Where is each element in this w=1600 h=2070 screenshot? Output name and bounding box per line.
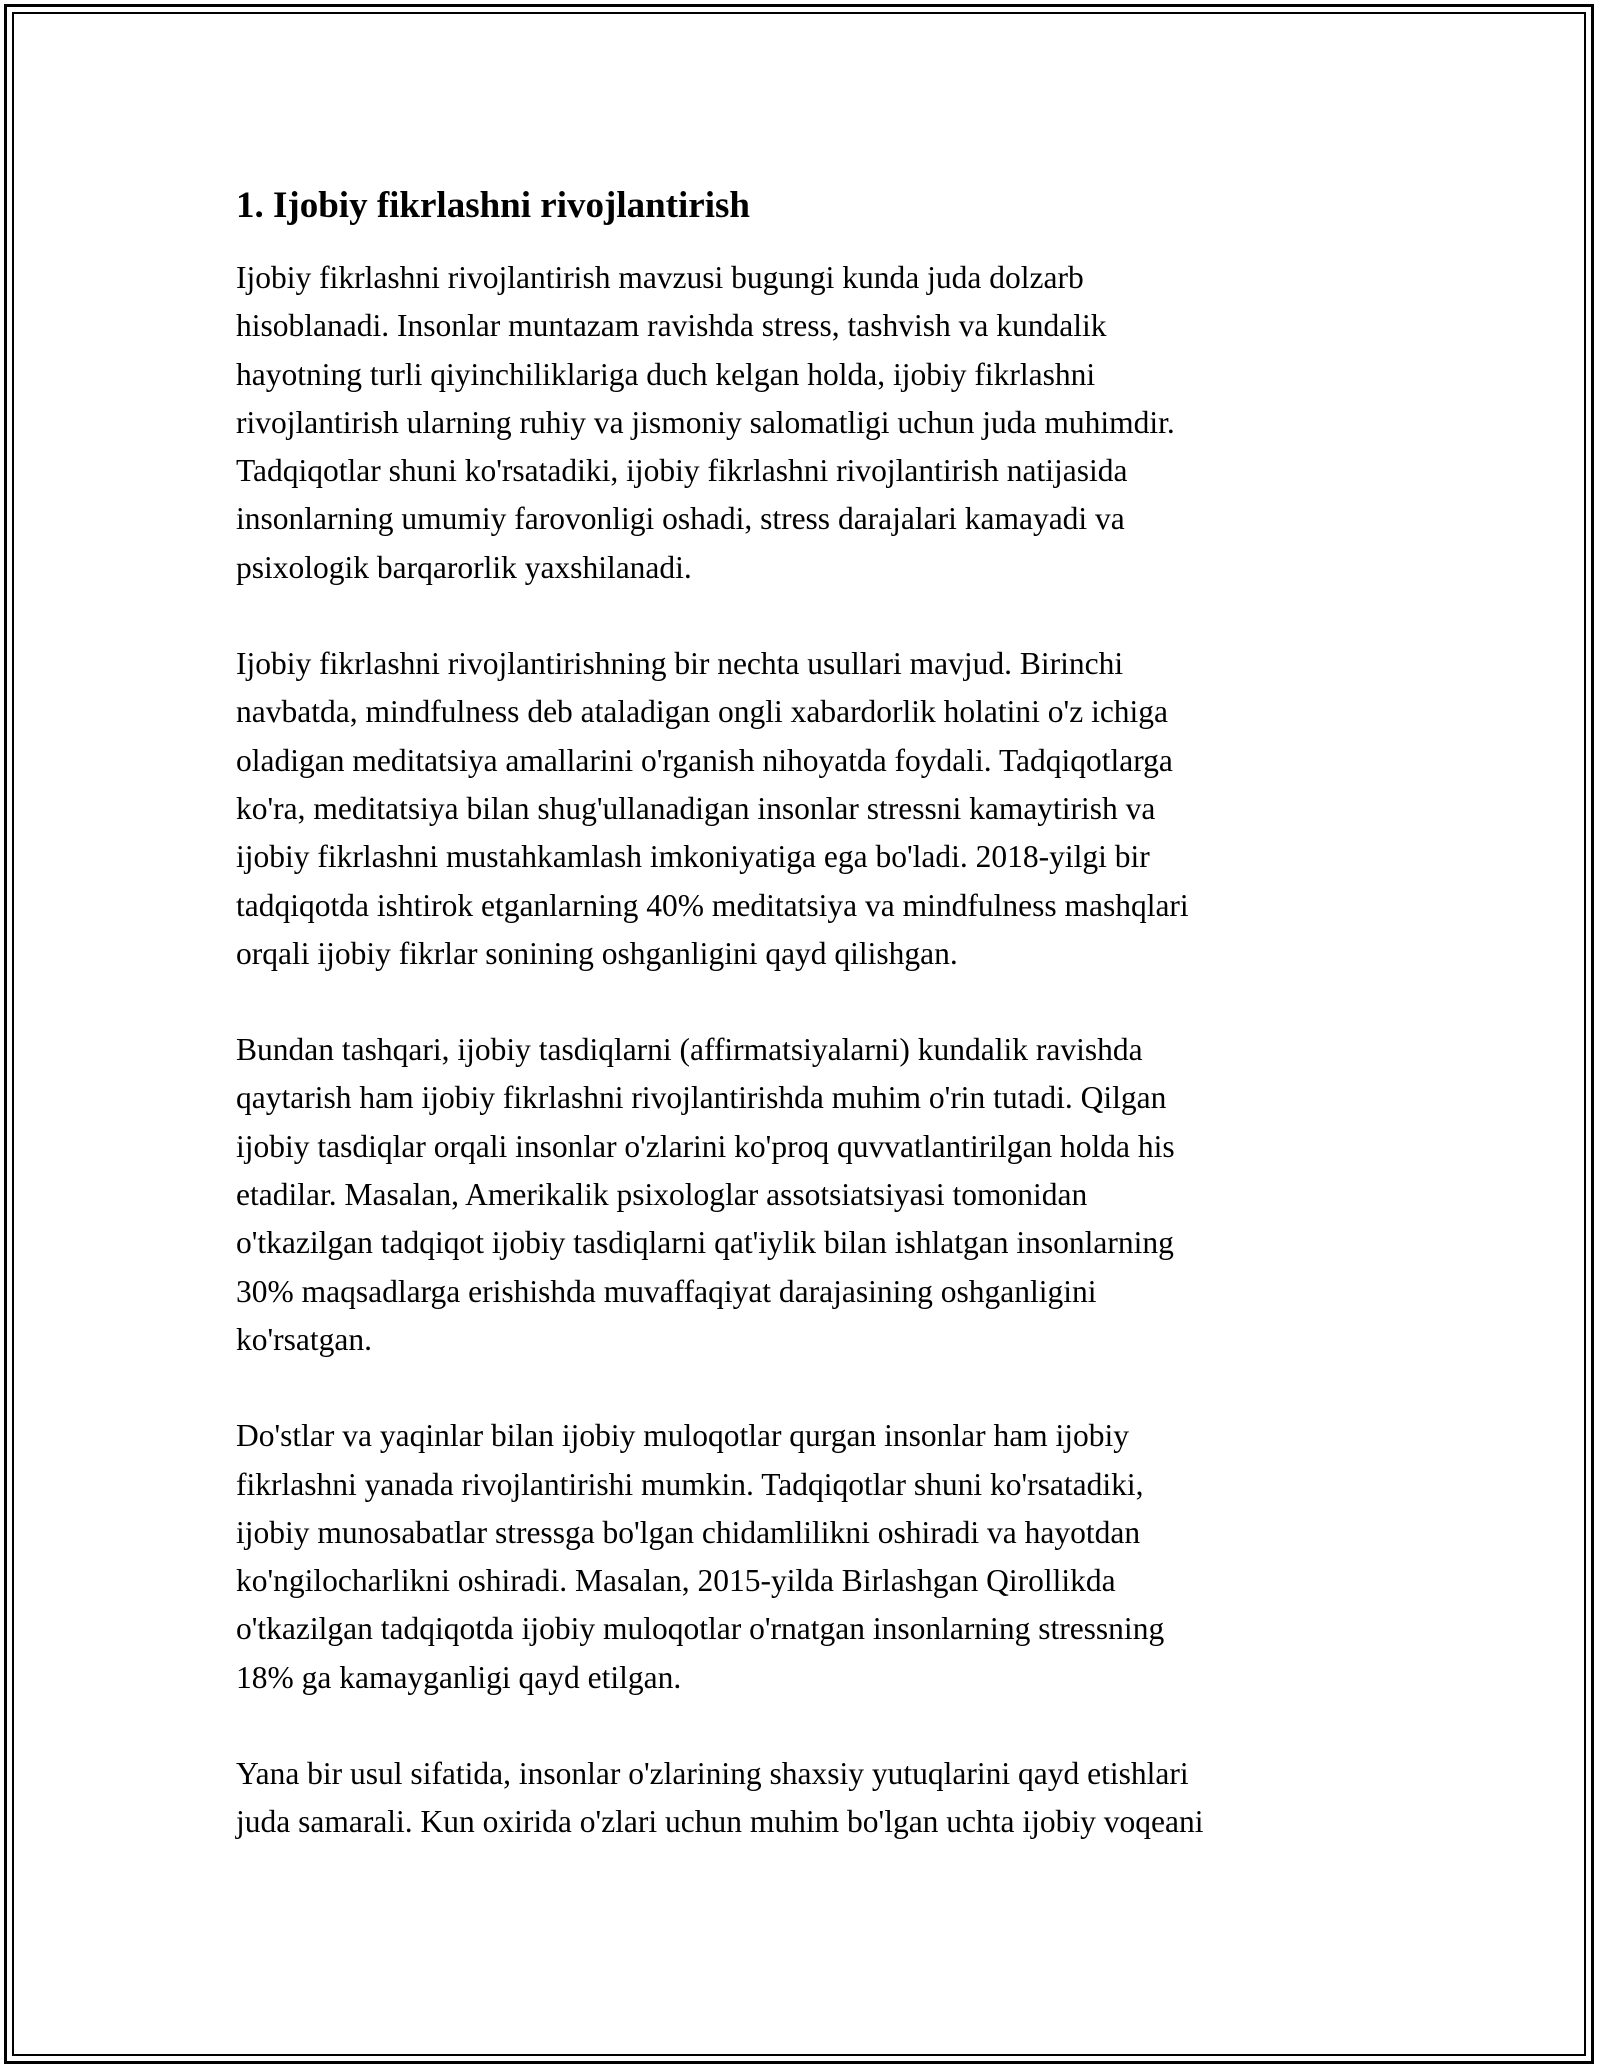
paragraph-4: Do'stlar va yaqinlar bilan ijobiy muloqotlar qurgan insonlar ham ijobiy fikrlashni yanada rivojlantirishi mumkin. Tadqiqotlar shuni ko'rsatadiki, ijobiy munosabatlar stressga bo'lgan chidamlilikni oshiradi va hayotdan ko'ngilocharlikni oshiradi. Masalan, 2015-yilda Birlashgan Qirollikda o'tkazilgan tadqiqotda ijobiy muloqotlar o'rnatgan insonlarning stressning 18% ga kamayganligi qayd etilgan. xyxy=(236,1418,1165,1695)
document-body xyxy=(236,176,1386,1895)
paragraph-3: Bundan tashqari, ijobiy tasdiqlarni (affirmatsiyalarni) kundalik ravishda qaytarish ham ijobiy fikrlashni rivojlantirishda muhim o'rin tutadi. Qilgan ijobiy tasdiqlar orqali insonlar o'zlarini ko'proq quvvatlantirilgan holda his etadilar. Masalan, Amerikalik psixologlar assotsiatsiyasi tomonidan o'tkazilgan tadqiqot ijobiy tasdiqlarni qat'iylik bilan ishlatgan insonlarning 30% maqsadlarga erishishda muvaffaqiyat darajasining oshganligini ko'rsatgan. xyxy=(236,1032,1175,1357)
section-heading: 1. Ijobiy fikrlashni rivojlantirish xyxy=(236,185,750,226)
paragraph-1: Ijobiy fikrlashni rivojlantirish mavzusi bugungi kunda juda dolzarb hisoblanadi. Insonlar muntazam ravishda stress, tashvish va kundalik hayotning turli qiyinchiliklariga duch kelgan holda, ijobiy fikrlashni rivojlantirish ularning ruhiy va jismoniy salomatligi uchun juda muhimdir. Tadqiqotlar shuni ko'rsatadiki, ijobiy fikrlashni rivojlantirish natijasida insonlarning umumiy farovonligi oshadi, stress darajalari kamayadi va psixologik barqarorlik yaxshilanadi. xyxy=(236,260,1175,585)
paragraph-5: Yana bir usul sifatida, insonlar o'zlarining shaxsiy yutuqlarini qayd etishlari juda samarali. Kun oxirida o'zlari uchun muhim bo'lgan uchta ijobiy voqeani xyxy=(236,1756,1204,1840)
paragraph-2: Ijobiy fikrlashni rivojlantirishning bir nechta usullari mavjud. Birinchi navbatda, mindfulness deb ataladigan ongli xabardorlik holatini o'z ichiga oladigan meditatsiya amallarini o'rganish nihoyatda foydali. Tadqiqotlarga ko'ra, meditatsiya bilan shug'ullanadigan insonlar stressni kamaytirish va ijobiy fikrlashni mustahkamlash imkoniyatiga ega bo'ladi. 2018-yilgi bir tadqiqotda ishtirok etganlarning 40% meditatsiya va mindfulness mashqlari orqali ijobiy fikrlar sonining oshganligini qayd qilishgan. xyxy=(236,646,1189,971)
